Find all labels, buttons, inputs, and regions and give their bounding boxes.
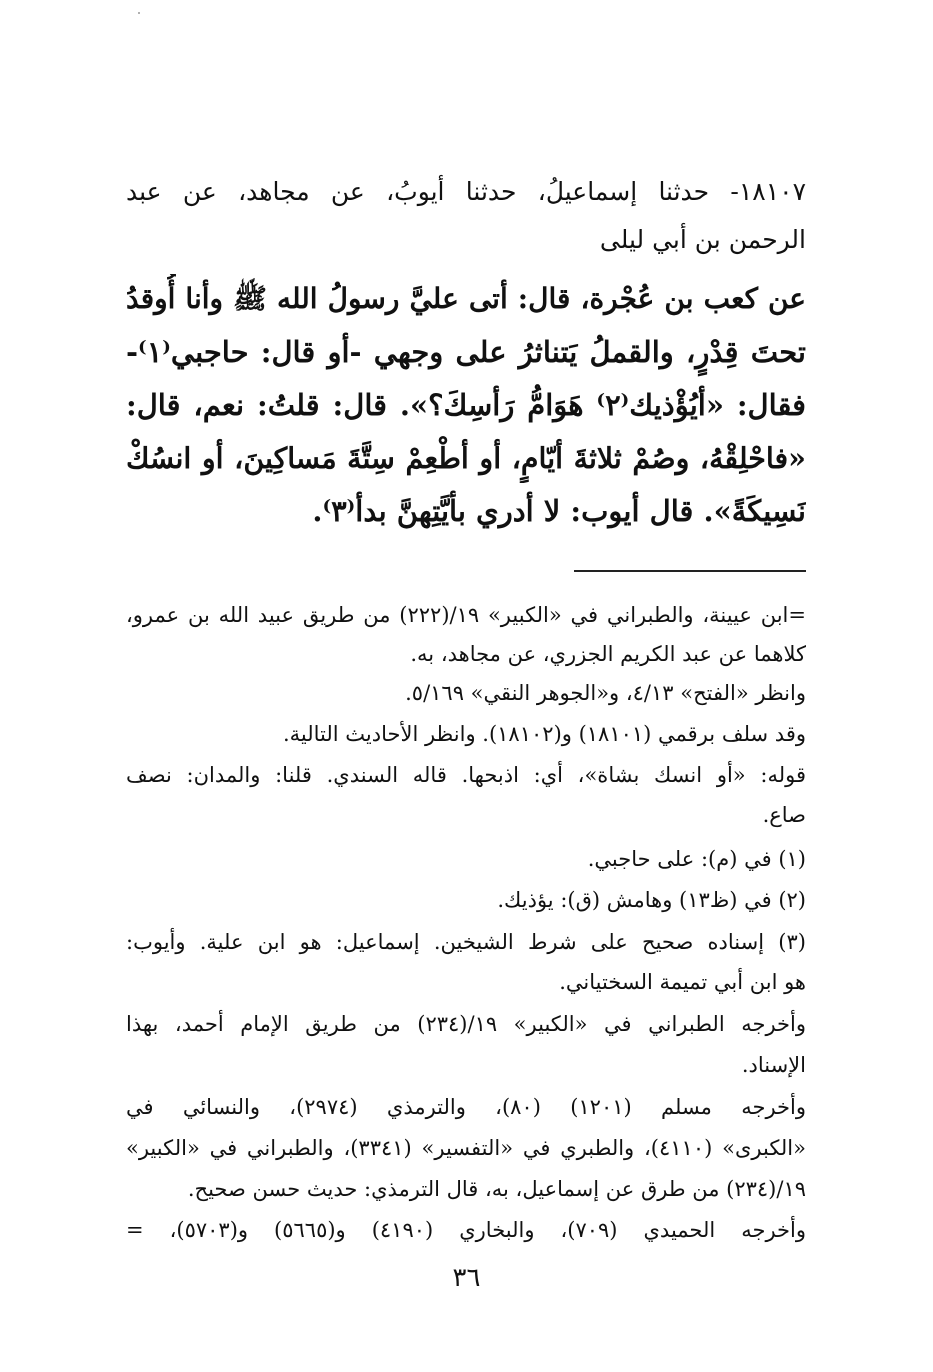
hadith-text-line: «فاحْلِقْهُ، وصُمْ ثلاثةَ أيّامٍ، أو أطْعِمْ سِتَّةَ مَساكِينَ، أو انسُكْ [126, 441, 806, 475]
hadith-header-line: الرحمن بن أبي ليلى [599, 225, 806, 254]
footnote-line: وأخرجه الحميدي (٧٠٩)، والبخاري (٤١٩٠) و(٥٦٦٥) و(٥٧٠٣)، = [126, 1218, 806, 1242]
footnote-line: وأخرجه الطبراني في «الكبير» ١٩/(٢٣٤) من طريق الإمام أحمد، بهذا [126, 1012, 806, 1036]
footnote-line: قوله: «أو انسك بشاة»، أي: اذبحها. قاله السندي. قلنا: والمدان: نصف [126, 763, 806, 787]
footnote-line: =ابن عيينة، والطبراني في «الكبير» ١٩/(٢٢٢) من طريق عبيد الله بن عمرو، [126, 603, 806, 627]
hadith-text-line: تحتَ قِدْرٍ، والقملُ يَتناثرُ على وجهي -أو قال: حاجبي⁽١⁾- [126, 335, 806, 369]
page-number: ٣٦ [452, 1263, 481, 1293]
scan-speck [138, 12, 140, 14]
footnote-line: (٢) في (ظ١٣) وهامش (ق): يؤذيك. [497, 888, 806, 912]
footnote-line: وانظر «الفتح» ٤/١٣، و«الجوهر النقي» ٥/١٦٩. [405, 681, 806, 705]
hadith-text-line: نَسِيكَةً». قال أيوب: لا أدري بأيَّتِهنَّ بدأ⁽٣⁾. [312, 494, 806, 528]
footnote-line: وقد سلف برقمي (١٨١٠١) و(١٨١٠٢). وانظر الأحاديث التالية. [282, 722, 806, 746]
footnote-line: (٣) إسناده صحيح على شرط الشيخين. إسماعيل: هو ابن علية. وأيوب: [126, 930, 806, 954]
hadith-text-line: عن كعب بن عُجْرة، قال: أتى عليَّ رسولُ الله ﷺ وأنا أُوقدُ [126, 282, 806, 315]
hadith-text-line: فقال: «أيُؤْذيك⁽٢⁾ هَوَامُّ رَأسِكَ؟». قال: قلتُ: نعم، قال: [126, 388, 806, 422]
footnote-line: (١) في (م): على حاجبي. [587, 847, 806, 871]
footnote-separator [574, 570, 806, 572]
footnote-line: «الكبرى» (٤١١٠)، والطبري في «التفسير» (٣٣٤١)، والطبراني في «الكبير» [126, 1136, 806, 1160]
footnote-line: الإسناد. [741, 1053, 806, 1077]
footnote-line: وأخرجه مسلم (١٢٠١) (٨٠)، والترمذي (٢٩٧٤)، والنسائي في [126, 1095, 806, 1119]
footnote-line: كلاهما عن عبد الكريم الجزري، عن مجاهد، به. [410, 642, 806, 666]
footnote-line: ١٩/(٢٣٤) من طرق عن إسماعيل، به، قال الترمذي: حديث حسن صحيح. [187, 1177, 806, 1201]
hadith-header-line: ١٨١٠٧- حدثنا إسماعيلُ، حدثنا أيوبُ، عن مجاهد، عن عبد [126, 177, 806, 206]
footnote-line: هو ابن أبي تميمة السختياني. [559, 970, 806, 994]
footnote-line: صاع. [762, 803, 806, 827]
